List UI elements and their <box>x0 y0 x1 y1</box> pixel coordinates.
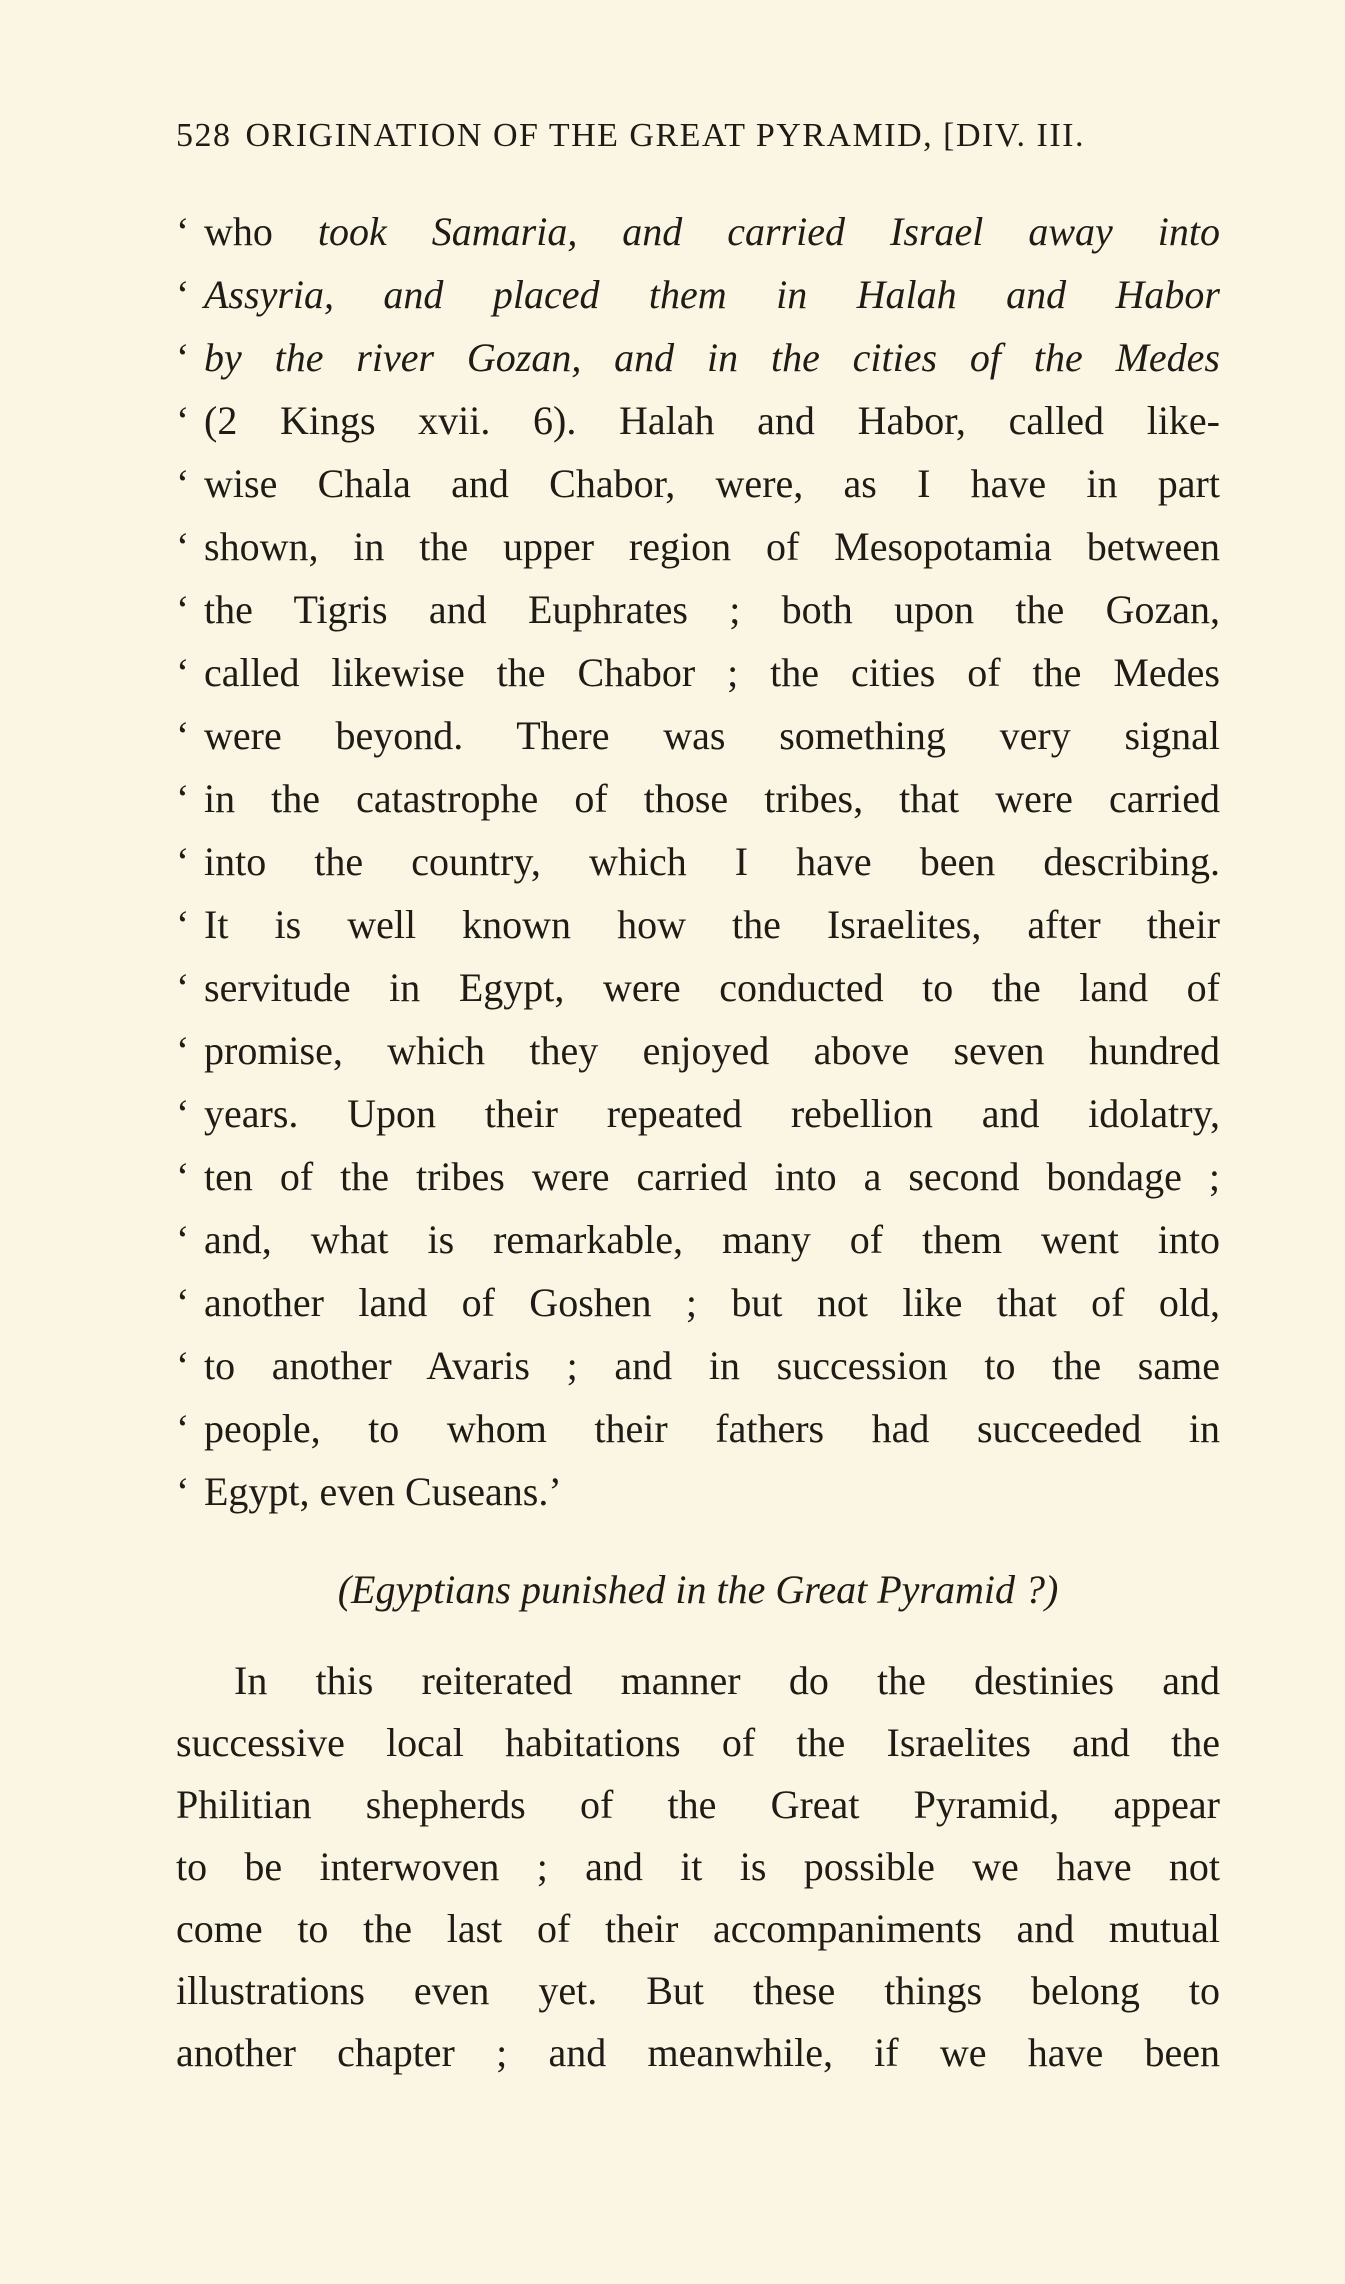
quote-mark: ‘ <box>176 1154 190 1199</box>
italic-text: took Samaria, and carried Israel away into <box>317 209 1221 254</box>
quote-mark: ‘ <box>176 1406 190 1451</box>
quote-line <box>176 263 1220 326</box>
body-paragraph <box>176 1650 1220 2084</box>
line-text: to be interwoven ; and it is possible we have not <box>176 1844 1220 1889</box>
quote-mark: ‘ <box>176 461 190 506</box>
quote-mark: ‘ <box>176 1280 190 1325</box>
line-text: another chapter ; and meanwhile, if we have been <box>176 2030 1220 2075</box>
line-text: successive local habitations of the Israelites and the <box>176 1720 1220 1765</box>
quote-line <box>176 326 1220 389</box>
quote-mark: ‘ <box>176 1469 190 1514</box>
section-subheading: (Egyptians punished in the Great Pyramid ?) <box>337 1567 1059 1612</box>
line-text: Philitian shepherds of the Great Pyramid, appear <box>176 1782 1220 1827</box>
quote-line <box>176 1145 1220 1208</box>
line-text: come to the last of their accompaniments and mutual <box>176 1906 1220 1951</box>
line-text: promise, which they enjoyed above seven hundred <box>204 1028 1220 1073</box>
division-label: [DIV. III. <box>943 117 1085 154</box>
quote-mark: ‘ <box>176 1028 190 1073</box>
paragraph-line <box>176 1774 1220 1836</box>
quote-line <box>176 704 1220 767</box>
line-text: servitude in Egypt, were conducted to the land of <box>204 965 1220 1010</box>
paragraph-line <box>176 2022 1220 2084</box>
quote-line <box>176 641 1220 704</box>
paragraph-line <box>176 1712 1220 1774</box>
quote-mark: ‘ <box>176 650 190 695</box>
line-text: It is well known how the Israelites, after their <box>204 902 1220 947</box>
quote-line <box>176 578 1220 641</box>
quote-mark: ‘ <box>176 965 190 1010</box>
line-text: Egypt, even Cuseans.’ <box>204 1469 562 1514</box>
quote-mark: ‘ <box>176 335 190 380</box>
quote-line <box>176 515 1220 578</box>
running-title: ORIGINATION OF THE GREAT PYRAMID, <box>245 117 934 154</box>
quote-line <box>176 452 1220 515</box>
quote-line <box>176 1334 1220 1397</box>
quote-line <box>176 767 1220 830</box>
quote-mark: ‘ <box>176 1091 190 1136</box>
quote-line <box>176 1082 1220 1145</box>
line-text: wise Chala and Chabor, were, as I have in part <box>204 461 1220 506</box>
quote-mark: ‘ <box>176 209 190 254</box>
line-text: (2 Kings xvii. 6). Halah and Habor, called like- <box>204 398 1220 443</box>
quote-mark: ‘ <box>176 902 190 947</box>
line-text: called likewise the Chabor ; the cities of the Medes <box>204 650 1220 695</box>
italic-text: Assyria, and placed them in Halah and Habor <box>204 272 1220 317</box>
line-text: shown, in the upper region of Mesopotamia between <box>204 524 1220 569</box>
line-text: in the catastrophe of those tribes, that were carried <box>204 776 1220 821</box>
quote-mark: ‘ <box>176 1343 190 1388</box>
paragraph-line <box>176 1960 1220 2022</box>
quote-mark: ‘ <box>176 1217 190 1262</box>
line-text: into the country, which I have been describing. <box>204 839 1220 884</box>
quote-line <box>176 200 1220 263</box>
line-text: and, what is remarkable, many of them went into <box>204 1217 1220 1262</box>
line-text: were beyond. There was something very signal <box>204 713 1220 758</box>
line-text: another land of Goshen ; but not like that of old, <box>204 1280 1220 1325</box>
line-text: illustrations even yet. But these things belong to <box>176 1968 1220 2013</box>
line-text: people, to whom their fathers had succeeded in <box>204 1406 1220 1451</box>
line-text: to another Avaris ; and in succession to the same <box>204 1343 1220 1388</box>
paragraph-line <box>176 1650 1220 1712</box>
quote-mark: ‘ <box>176 398 190 443</box>
paragraph-line <box>176 1836 1220 1898</box>
quote-line <box>176 1271 1220 1334</box>
quote-mark: ‘ <box>176 776 190 821</box>
quote-line <box>176 893 1220 956</box>
quote-mark: ‘ <box>176 839 190 884</box>
line-text: the Tigris and Euphrates ; both upon the Gozan, <box>204 587 1220 632</box>
quote-mark: ‘ <box>176 587 190 632</box>
quote-mark: ‘ <box>176 272 190 317</box>
quote-line <box>176 956 1220 1019</box>
quote-line <box>176 830 1220 893</box>
line-text: ten of the tribes were carried into a second bondage ; <box>204 1154 1220 1199</box>
line-text: years. Upon their repeated rebellion and idolatry, <box>204 1091 1220 1136</box>
quote-line <box>176 1460 1220 1523</box>
page-number: 528 <box>176 117 232 154</box>
quote-line <box>176 1397 1220 1460</box>
quote-line <box>176 389 1220 452</box>
quote-line <box>176 1019 1220 1082</box>
paragraph-line <box>176 1898 1220 1960</box>
quote-line <box>176 1208 1220 1271</box>
quoted-passage <box>176 200 1220 1523</box>
running-header <box>176 112 1224 160</box>
line-text: who <box>204 209 318 254</box>
quote-mark: ‘ <box>176 713 190 758</box>
italic-text: by the river Gozan, and in the cities of the Medes <box>204 335 1220 380</box>
quote-mark: ‘ <box>176 524 190 569</box>
line-text: In this reiterated manner do the destinies and <box>234 1658 1220 1703</box>
